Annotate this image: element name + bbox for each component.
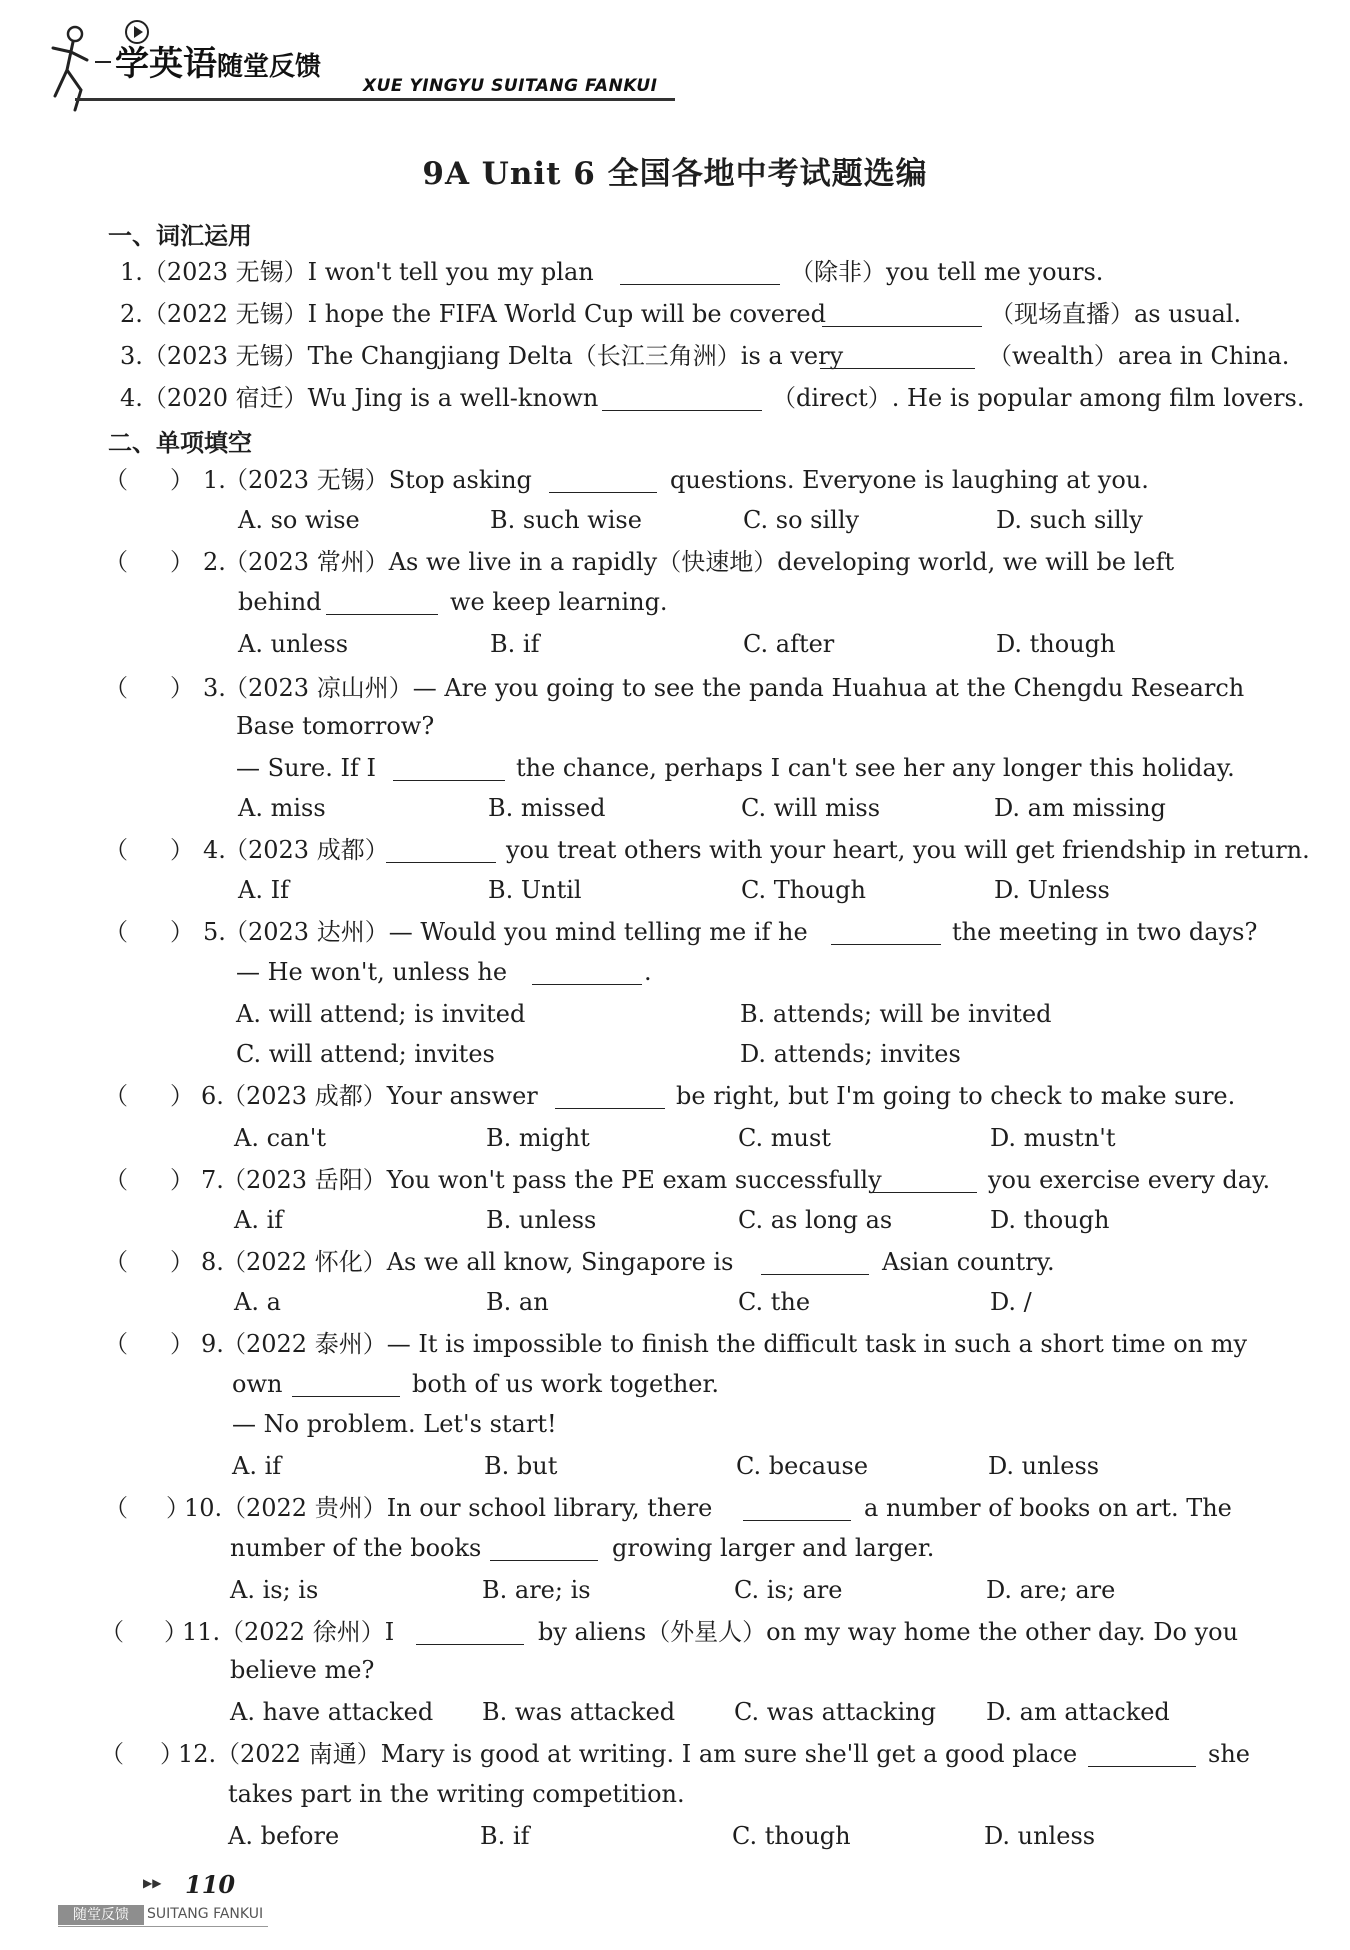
option-a[interactable]: A. unless [238, 630, 349, 658]
answer-paren-left[interactable]: （ [104, 1248, 128, 1276]
brand-title: 学英语随堂反馈 [115, 44, 322, 84]
answer-blank[interactable] [743, 1496, 851, 1521]
option-a[interactable]: A. a [234, 1288, 281, 1316]
answer-paren-left[interactable]: （ [104, 836, 128, 864]
option-a[interactable]: A. is; is [230, 1576, 319, 1604]
answer-paren-left[interactable]: （ [100, 1740, 124, 1768]
option-a[interactable]: A. can't [234, 1124, 327, 1152]
brand-subtitle: XUE YINGYU SUITANG FANKUI [363, 76, 658, 96]
answer-paren-right: ） [170, 918, 194, 946]
answer-blank[interactable] [386, 838, 496, 863]
option-a[interactable]: A. if [232, 1452, 282, 1480]
answer-blank[interactable] [416, 1620, 524, 1645]
answer-blank[interactable] [1088, 1742, 1196, 1767]
option-c[interactable]: C. Though [741, 876, 866, 904]
answer-paren-left[interactable]: （ [104, 918, 128, 946]
option-c[interactable]: C. so silly [743, 506, 860, 534]
section-heading-single-choice: 二、单项填空 [108, 429, 252, 457]
option-c[interactable]: C. will miss [741, 794, 881, 822]
option-b[interactable]: B. an [486, 1288, 549, 1316]
answer-blank[interactable] [393, 756, 505, 781]
answer-paren-right: ） [170, 1082, 194, 1110]
answer-blank[interactable] [831, 920, 941, 945]
page-title: 9A Unit 6 全国各地中考试题选编 [422, 156, 928, 192]
option-a[interactable]: A. if [234, 1206, 284, 1234]
answer-blank[interactable] [761, 1250, 869, 1275]
option-d[interactable]: D. am missing [994, 794, 1166, 822]
option-b[interactable]: B. such wise [490, 506, 642, 534]
option-a[interactable]: A. so wise [238, 506, 360, 534]
page-header [45, 18, 685, 118]
answer-paren-left[interactable]: （ [104, 466, 128, 494]
option-c[interactable]: C. will attend; invites [236, 1040, 495, 1068]
answer-paren-left[interactable]: （ [104, 1494, 128, 1522]
answer-paren-left[interactable]: （ [104, 548, 128, 576]
answer-paren-right: ） [170, 1248, 194, 1276]
option-d[interactable]: D. mustn't [990, 1124, 1116, 1152]
option-c[interactable]: C. though [732, 1822, 851, 1850]
option-c[interactable]: C. because [736, 1452, 869, 1480]
option-d[interactable]: D. attends; invites [740, 1040, 961, 1068]
option-d[interactable]: D. though [996, 630, 1116, 658]
option-b[interactable]: B. was attacked [482, 1698, 676, 1726]
answer-paren-left[interactable]: （ [104, 1330, 128, 1358]
answer-paren-left[interactable]: （ [100, 1618, 124, 1646]
answer-paren-right: ） [166, 1494, 190, 1522]
answer-paren-right: ） [170, 836, 194, 864]
answer-blank[interactable] [490, 1536, 598, 1561]
option-c[interactable]: C. was attacking [734, 1698, 936, 1726]
option-b[interactable]: B. unless [486, 1206, 597, 1234]
option-d[interactable]: D. Unless [994, 876, 1110, 904]
answer-blank[interactable] [292, 1372, 400, 1397]
option-c[interactable]: C. as long as [738, 1206, 893, 1234]
option-b[interactable]: B. might [486, 1124, 590, 1152]
footer-rule [58, 1926, 268, 1927]
answer-paren-left[interactable]: （ [104, 1082, 128, 1110]
option-d[interactable]: D. are; are [986, 1576, 1116, 1604]
option-d[interactable]: D. am attacked [986, 1698, 1170, 1726]
header-rule [75, 98, 675, 101]
option-b[interactable]: B. if [490, 630, 540, 658]
option-b[interactable]: B. but [484, 1452, 558, 1480]
option-c[interactable]: C. after [743, 630, 835, 658]
page-number: 110 [185, 1870, 236, 1899]
answer-paren-right: ） [170, 1330, 194, 1358]
answer-blank[interactable] [822, 302, 982, 327]
option-c[interactable]: C. the [738, 1288, 811, 1316]
answer-paren-right: ） [160, 1740, 184, 1768]
option-b[interactable]: B. attends; will be invited [740, 1000, 1052, 1028]
option-d[interactable]: D. unless [988, 1452, 1100, 1480]
answer-blank[interactable] [555, 1084, 665, 1109]
option-d[interactable]: D. such silly [996, 506, 1143, 534]
option-a[interactable]: A. will attend; is invited [236, 1000, 526, 1028]
answer-blank[interactable] [869, 1168, 977, 1193]
answer-blank[interactable] [820, 344, 975, 369]
answer-paren-right: ） [170, 466, 194, 494]
footer-badge: 随堂反馈 [58, 1905, 144, 1925]
answer-paren-right: ） [170, 1166, 194, 1194]
answer-paren-left[interactable]: （ [104, 674, 128, 702]
option-b[interactable]: B. if [480, 1822, 530, 1850]
option-d[interactable]: D. / [990, 1288, 1032, 1316]
answer-blank[interactable] [549, 468, 657, 493]
option-a[interactable]: A. have attacked [230, 1698, 434, 1726]
option-d[interactable]: D. unless [984, 1822, 1096, 1850]
option-a[interactable]: A. miss [238, 794, 326, 822]
answer-blank[interactable] [326, 590, 438, 615]
answer-paren-right: ） [164, 1618, 188, 1646]
answer-blank[interactable] [602, 386, 762, 411]
footer-label: SUITANG FANKUI [147, 1906, 264, 1922]
option-a[interactable]: A. before [228, 1822, 340, 1850]
answer-paren-right: ） [170, 548, 194, 576]
answer-paren-left[interactable]: （ [104, 1166, 128, 1194]
option-c[interactable]: C. must [738, 1124, 831, 1152]
answer-blank[interactable] [620, 260, 780, 285]
answer-blank[interactable] [532, 960, 642, 985]
option-d[interactable]: D. though [990, 1206, 1110, 1234]
option-b[interactable]: B. are; is [482, 1576, 591, 1604]
answer-paren-right: ） [170, 674, 194, 702]
option-a[interactable]: A. If [238, 876, 289, 904]
option-b[interactable]: B. missed [488, 794, 606, 822]
page-arrows-icon: ▶▶ [143, 1876, 162, 1890]
option-c[interactable]: C. is; are [734, 1576, 843, 1604]
section-heading-vocabulary: 一、词汇运用 [108, 222, 252, 250]
option-b[interactable]: B. Until [488, 876, 582, 904]
